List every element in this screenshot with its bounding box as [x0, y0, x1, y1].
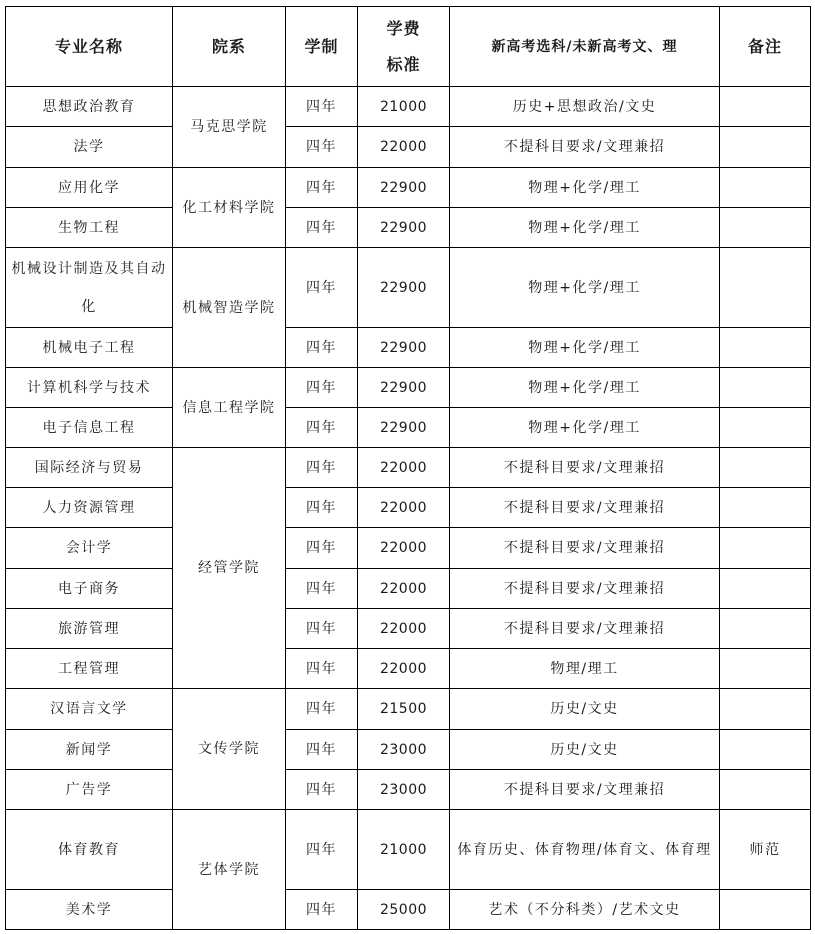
cell-duration: 四年 [286, 890, 358, 930]
tuition-table-container [5, 6, 811, 930]
cell-subjects: 不提科目要求/文理兼招 [450, 770, 720, 810]
cell-duration: 四年 [286, 127, 358, 168]
cell-dept-media: 文传学院 [173, 689, 286, 810]
cell-note [720, 328, 811, 368]
table-row [6, 770, 811, 810]
cell-note [720, 569, 811, 609]
cell-major: 广告学 [6, 770, 173, 810]
cell-major: 机械设计制造及其自动化 [6, 248, 173, 328]
header-note: 备注 [720, 7, 811, 87]
table-row [6, 528, 811, 569]
cell-major: 人力资源管理 [6, 488, 173, 528]
cell-note [720, 208, 811, 248]
cell-duration: 四年 [286, 810, 358, 890]
cell-fee: 21000 [358, 810, 450, 890]
cell-subjects: 物理+化学/理工 [450, 328, 720, 368]
cell-note [720, 408, 811, 448]
cell-fee: 22900 [358, 208, 450, 248]
cell-major: 国际经济与贸易 [6, 448, 173, 488]
cell-major: 计算机科学与技术 [6, 368, 173, 408]
cell-note [720, 127, 811, 168]
cell-fee: 22900 [358, 368, 450, 408]
cell-fee: 22900 [358, 168, 450, 208]
cell-dept-chem: 化工材料学院 [173, 168, 286, 248]
cell-duration: 四年 [286, 528, 358, 569]
cell-note [720, 689, 811, 730]
cell-note [720, 609, 811, 649]
header-dept: 院系 [173, 7, 286, 87]
cell-note [720, 448, 811, 488]
cell-subjects: 不提科目要求/文理兼招 [450, 488, 720, 528]
cell-note [720, 730, 811, 770]
cell-dept-econ: 经管学院 [173, 448, 286, 689]
table-row [6, 448, 811, 488]
cell-subjects: 历史+思想政治/文史 [450, 87, 720, 127]
cell-duration: 四年 [286, 368, 358, 408]
table-row [6, 890, 811, 930]
cell-subjects: 不提科目要求/文理兼招 [450, 609, 720, 649]
cell-note [720, 770, 811, 810]
cell-note [720, 488, 811, 528]
cell-major: 电子商务 [6, 569, 173, 609]
cell-subjects: 物理+化学/理工 [450, 168, 720, 208]
cell-major: 汉语言文学 [6, 689, 173, 730]
cell-note [720, 368, 811, 408]
cell-fee: 23000 [358, 770, 450, 810]
cell-major: 应用化学 [6, 168, 173, 208]
cell-fee: 22900 [358, 248, 450, 328]
table-row [6, 689, 811, 730]
cell-fee: 22000 [358, 127, 450, 168]
cell-duration: 四年 [286, 168, 358, 208]
cell-major: 法学 [6, 127, 173, 168]
cell-duration: 四年 [286, 248, 358, 328]
cell-note [720, 528, 811, 569]
table-row [6, 408, 811, 448]
cell-subjects: 历史/文史 [450, 689, 720, 730]
cell-duration: 四年 [286, 488, 358, 528]
cell-major: 体育教育 [6, 810, 173, 890]
cell-fee: 21000 [358, 87, 450, 127]
cell-fee: 23000 [358, 730, 450, 770]
cell-subjects: 不提科目要求/文理兼招 [450, 569, 720, 609]
cell-duration: 四年 [286, 328, 358, 368]
cell-subjects: 物理+化学/理工 [450, 408, 720, 448]
cell-dept-mech: 机械智造学院 [173, 248, 286, 368]
table-row [6, 248, 811, 328]
cell-note [720, 87, 811, 127]
cell-subjects: 物理+化学/理工 [450, 368, 720, 408]
cell-fee: 22000 [358, 488, 450, 528]
cell-note [720, 649, 811, 689]
cell-subjects: 不提科目要求/文理兼招 [450, 528, 720, 569]
cell-dept-info: 信息工程学院 [173, 368, 286, 448]
table-row [6, 87, 811, 127]
cell-subjects: 不提科目要求/文理兼招 [450, 448, 720, 488]
cell-fee: 22000 [358, 528, 450, 569]
header-fee-line2: 标准 [386, 54, 421, 74]
cell-duration: 四年 [286, 609, 358, 649]
cell-major: 美术学 [6, 890, 173, 930]
cell-fee: 21500 [358, 689, 450, 730]
table-row [6, 649, 811, 689]
cell-subjects: 艺术（不分科类）/艺术文史 [450, 890, 720, 930]
table-row [6, 368, 811, 408]
cell-subjects: 体育历史、体育物理/体育文、体育理 [450, 810, 720, 890]
cell-major: 电子信息工程 [6, 408, 173, 448]
cell-duration: 四年 [286, 649, 358, 689]
table-row [6, 810, 811, 890]
tuition-table [5, 6, 811, 930]
cell-fee: 22000 [358, 569, 450, 609]
cell-fee: 22000 [358, 448, 450, 488]
cell-note: 师范 [720, 810, 811, 890]
cell-subjects: 不提科目要求/文理兼招 [450, 127, 720, 168]
cell-fee: 22000 [358, 649, 450, 689]
cell-note [720, 248, 811, 328]
cell-major: 生物工程 [6, 208, 173, 248]
cell-subjects: 物理+化学/理工 [450, 248, 720, 328]
table-row [6, 609, 811, 649]
cell-duration: 四年 [286, 208, 358, 248]
cell-duration: 四年 [286, 87, 358, 127]
cell-subjects: 物理/理工 [450, 649, 720, 689]
header-duration: 学制 [286, 7, 358, 87]
table-row [6, 488, 811, 528]
cell-note [720, 890, 811, 930]
cell-duration: 四年 [286, 569, 358, 609]
table-row [6, 328, 811, 368]
cell-dept-arts: 艺体学院 [173, 810, 286, 930]
cell-major: 机械电子工程 [6, 328, 173, 368]
cell-note [720, 168, 811, 208]
header-fee-line1: 学费 [386, 18, 421, 38]
cell-subjects: 物理+化学/理工 [450, 208, 720, 248]
table-row [6, 730, 811, 770]
table-row [6, 569, 811, 609]
cell-duration: 四年 [286, 770, 358, 810]
cell-duration: 四年 [286, 408, 358, 448]
cell-major: 新闻学 [6, 730, 173, 770]
header-subjects: 新高考选科/未新高考文、理 [450, 7, 720, 87]
cell-major: 工程管理 [6, 649, 173, 689]
cell-fee: 22900 [358, 408, 450, 448]
cell-major: 旅游管理 [6, 609, 173, 649]
cell-major: 思想政治教育 [6, 87, 173, 127]
cell-duration: 四年 [286, 689, 358, 730]
header-fee [358, 7, 450, 87]
cell-subjects: 历史/文史 [450, 730, 720, 770]
cell-fee: 25000 [358, 890, 450, 930]
table-row [6, 168, 811, 208]
table-row [6, 208, 811, 248]
cell-duration: 四年 [286, 448, 358, 488]
header-major: 专业名称 [6, 7, 173, 87]
cell-fee: 22000 [358, 609, 450, 649]
cell-major: 会计学 [6, 528, 173, 569]
cell-dept-marxism: 马克思学院 [173, 87, 286, 168]
table-row [6, 127, 811, 168]
header-row [6, 7, 811, 87]
cell-fee: 22900 [358, 328, 450, 368]
cell-duration: 四年 [286, 730, 358, 770]
